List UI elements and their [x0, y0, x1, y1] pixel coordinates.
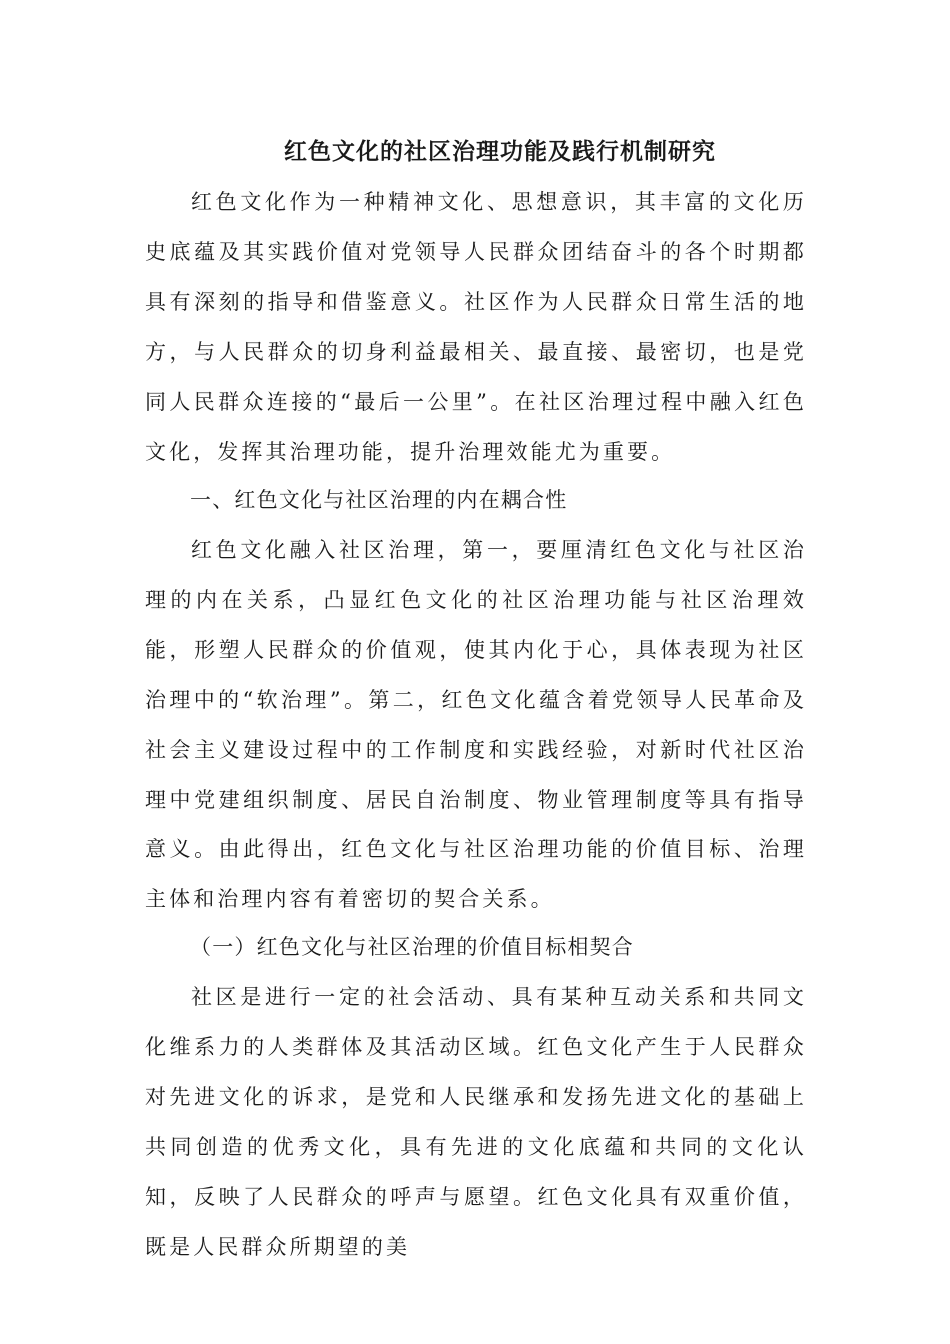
subsection-heading-1: （一）红色文化与社区治理的价值目标相契合: [190, 935, 634, 959]
value-goal-paragraph: 社区是进行一定的社会活动、具有某种互动关系和共同文化维系力的人类群体及其活动区域。红色文化产生于人民群众对先进文化的诉求，是党和人民继承和发扬先进文化的基础上共同创造的优秀文化，具有先进的文化底蕴和共同的文化认知，反映了人民群众的呼声与愿望。红色文化具有双重价值，既是人民群众所期望的美: [145, 985, 807, 1259]
page-title: 红色文化的社区治理功能及践行机制研究: [284, 138, 716, 165]
intro-paragraph: 红色文化作为一种精神文化、思想意识，其丰富的文化历史底蕴及其实践价值对党领导人民群众团结奋斗的各个时期都具有深刻的指导和借鉴意义。社区作为人民群众日常生活的地方，与人民群众的切身利益最相关、最直接、最密切，也是党同人民群众连接的“最后一公里”。在社区治理过程中融入红色文化，发挥其治理功能，提升治理效能尤为重要。: [145, 190, 807, 464]
coupling-paragraph: 红色文化融入社区治理，第一，要厘清红色文化与社区治理的内在关系，凸显红色文化的社区治理功能与社区治理效能，形塑人民群众的价值观，使其内化于心，具体表现为社区治理中的“软治理”。第二，红色文化蕴含着党领导人民革命及社会主义建设过程中的工作制度和实践经验，对新时代社区治理中党建组织制度、居民自治制度、物业管理制度等具有指导意义。由此得出，红色文化与社区治理功能的价值目标、治理主体和治理内容有着密切的契合关系。: [145, 538, 807, 912]
section-heading-1: 一、红色文化与社区治理的内在耦合性: [190, 488, 568, 512]
